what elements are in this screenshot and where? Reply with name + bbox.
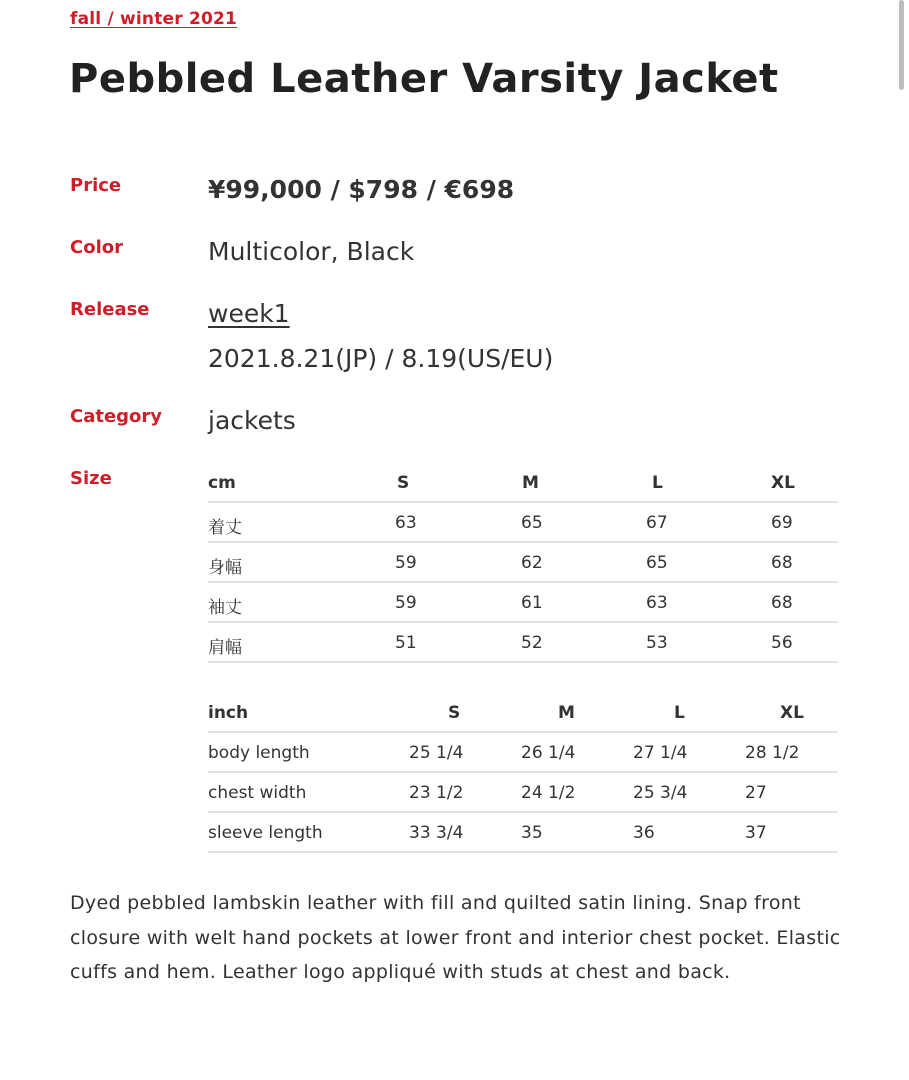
season-link[interactable]: fall / winter 2021 (70, 9, 238, 29)
table-cell: body length (208, 743, 310, 763)
table-header-row (208, 463, 838, 503)
table-cell: 68 (771, 553, 793, 573)
scrollbar[interactable] (895, 0, 909, 1080)
table-cell: 51 (395, 633, 417, 653)
table-cell: 24 1/2 (521, 783, 576, 803)
category-label: Category (70, 406, 163, 427)
table-cell: 35 (521, 823, 543, 843)
table-cell: 着丈 (208, 518, 242, 538)
table-cell: 23 1/2 (409, 783, 464, 803)
table-cell: 65 (521, 513, 543, 533)
table-cell: 33 3/4 (409, 823, 464, 843)
product-title: Pebbled Leather Varsity Jacket (69, 56, 779, 102)
table-cell: 37 (745, 823, 767, 843)
color-label: Color (70, 237, 123, 258)
table-header-cell: L (674, 703, 685, 723)
table-cell: 56 (771, 633, 793, 653)
table-header-cell: cm (208, 473, 236, 493)
table-cell: 67 (646, 513, 668, 533)
table-row (208, 813, 838, 853)
table-cell: 26 1/4 (521, 743, 576, 763)
table-cell: 68 (771, 593, 793, 613)
table-cell: 肩幅 (208, 638, 242, 658)
table-cell: 25 1/4 (409, 743, 464, 763)
table-cell: 28 1/2 (745, 743, 800, 763)
table-cell: 27 1/4 (633, 743, 688, 763)
table-cell: 69 (771, 513, 793, 533)
table-header-cell: inch (208, 703, 249, 723)
table-cell: 63 (395, 513, 417, 533)
scrollbar-thumb[interactable] (899, 0, 904, 90)
table-header-row (208, 693, 838, 733)
table-cell: 袖丈 (208, 598, 242, 618)
table-cell: 59 (395, 553, 417, 573)
price-label: Price (70, 175, 122, 196)
table-row (208, 583, 838, 623)
release-dates: 2021.8.21(JP) / 8.19(US/EU) (208, 344, 554, 373)
product-description: Dyed pebbled lambskin leather with fill and quilted satin lining. Snap front closure with welt hand pockets at lower front and interior chest pocket. Elastic cuffs and hem. Leather logo appliqué with studs at chest and back. (70, 892, 841, 983)
size-label: Size (70, 468, 112, 489)
table-header-cell: S (448, 703, 461, 723)
table-header-cell: M (558, 703, 575, 723)
table-cell: 61 (521, 593, 543, 613)
table-header-cell: S (397, 473, 410, 493)
table-cell: chest width (208, 783, 307, 803)
table-row (208, 733, 838, 773)
table-cell: sleeve length (208, 823, 323, 843)
category-value: jackets (208, 406, 296, 435)
price-value: ¥99,000 / $798 / €698 (208, 175, 515, 204)
release-label: Release (70, 299, 150, 320)
table-cell: 53 (646, 633, 668, 653)
size-table-cm (208, 463, 838, 663)
table-cell: 63 (646, 593, 668, 613)
table-cell: 59 (395, 593, 417, 613)
table-cell: 身幅 (208, 558, 242, 578)
table-row (208, 773, 838, 813)
table-cell: 52 (521, 633, 543, 653)
table-cell: 27 (745, 783, 767, 803)
table-row (208, 623, 838, 663)
size-table-inch (208, 693, 838, 853)
release-week-link[interactable]: week1 (208, 299, 290, 328)
table-row (208, 503, 838, 543)
table-cell: 36 (633, 823, 655, 843)
table-cell: 25 3/4 (633, 783, 688, 803)
table-row (208, 543, 838, 583)
table-header-cell: M (522, 473, 539, 493)
table-header-cell: XL (780, 703, 804, 723)
color-value: Multicolor, Black (208, 237, 415, 266)
table-cell: 65 (646, 553, 668, 573)
table-header-cell: L (652, 473, 663, 493)
table-cell: 62 (521, 553, 543, 573)
table-header-cell: XL (771, 473, 795, 493)
